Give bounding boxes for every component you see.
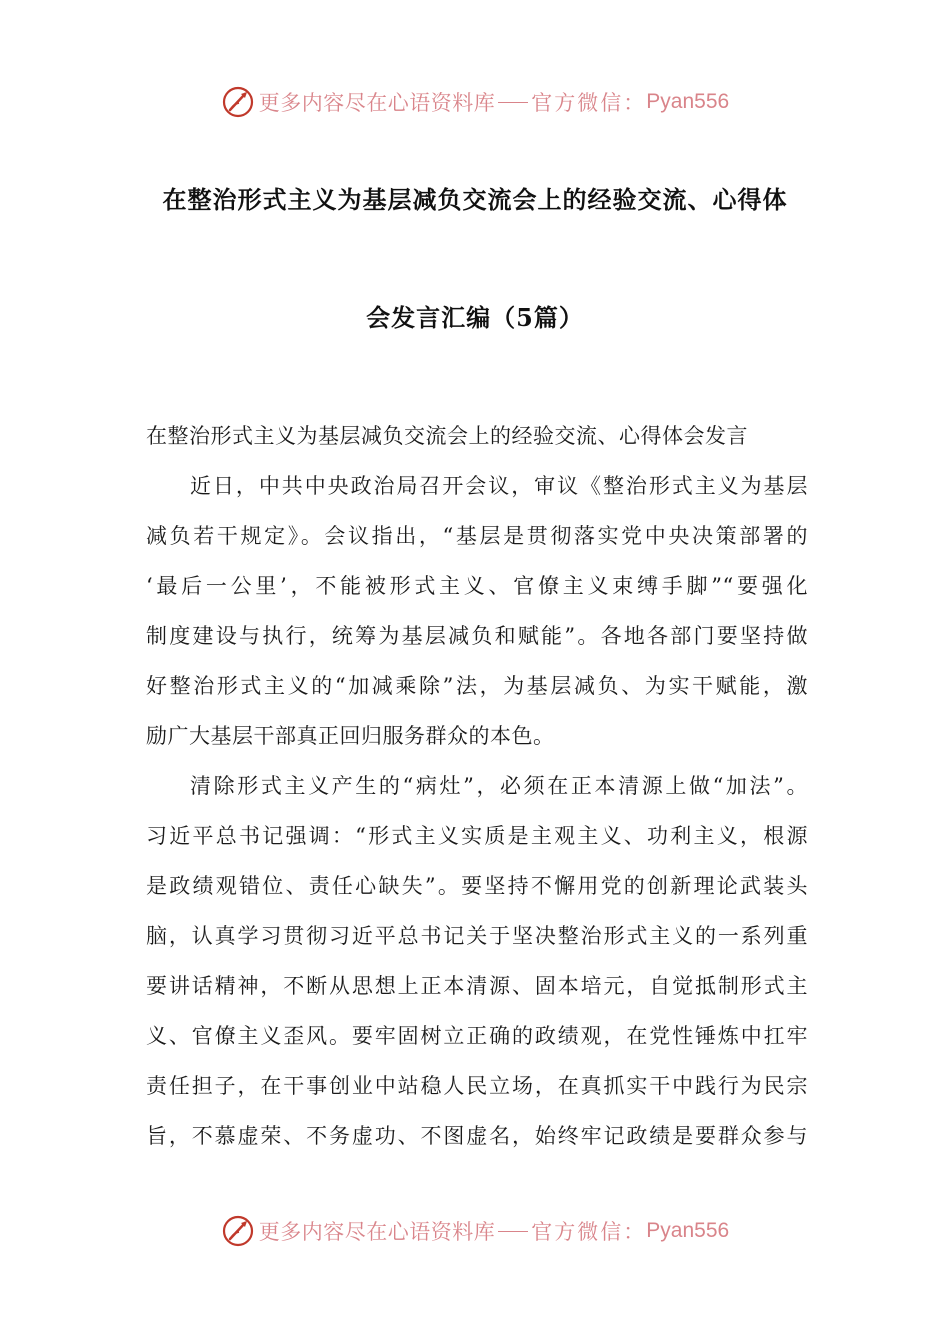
- banner-wechat-id: Pyan556: [646, 90, 730, 113]
- paragraph-2: [146, 761, 808, 1161]
- banner-text: 更多内容尽在心语资料库: [258, 91, 496, 115]
- section-heading: 在整治形式主义为基层减负交流会上的经验交流、心得体会发言: [146, 424, 748, 448]
- text-line: ‘最后一公里’，不能被形式主义、官僚主义束缚手脚”“要强化: [146, 574, 808, 598]
- document-title-line-1: 在整治形式主义为基层减负交流会上的经验交流、心得体: [162, 185, 788, 214]
- text-line: 义、官僚主义歪风。要牢固树立正确的政绩观，在党性锤炼中扛牢: [146, 1024, 808, 1048]
- footer-banner: [0, 1211, 950, 1251]
- banner-divider: [498, 1231, 528, 1232]
- pen-logo-icon: [221, 1214, 255, 1248]
- text-line: 减负若干规定》。会议指出，“基层是贯彻落实党中央决策部署的: [146, 524, 808, 548]
- banner-divider: [498, 102, 528, 103]
- text-line: 好整治形式主义的“加减乘除”法，为基层减负、为实干赋能，激: [146, 674, 808, 698]
- text-line: 旨，不慕虚荣、不务虚功、不图虚名，始终牢记政绩是要群众参与: [146, 1124, 808, 1148]
- text-line: 近日，中共中央政治局召开会议，审议《整治形式主义为基层: [190, 474, 808, 498]
- text-line: 责任担子，在干事创业中站稳人民立场，在真抓实干中践行为民宗: [146, 1074, 808, 1098]
- text-line: 要讲话精神，不断从思想上正本清源、固本培元，自觉抵制形式主: [146, 974, 808, 998]
- text-line: 清除形式主义产生的“病灶”，必须在正本清源上做“加法”。: [190, 774, 808, 798]
- text-line: 励广大基层干部真正回归服务群众的本色。: [146, 724, 555, 748]
- paragraph-1: [146, 461, 808, 761]
- banner-wechat-label: 官方微信：: [531, 1220, 647, 1244]
- banner-wechat-label: 官方微信：: [531, 91, 647, 115]
- document-title-line-2: 会发言汇编（5篇）: [366, 303, 584, 332]
- pen-logo-icon: [221, 85, 255, 119]
- document-body: [146, 411, 808, 1161]
- text-line: 脑，认真学习贯彻习近平总书记关于坚决整治形式主义的一系列重: [146, 924, 808, 948]
- header-banner: [0, 82, 950, 122]
- text-line: 制度建设与执行，统筹为基层减负和赋能”。各地各部门要坚持做: [146, 624, 808, 648]
- text-line: 习近平总书记强调：“形式主义实质是主观主义、功利主义，根源: [146, 824, 808, 848]
- banner-wechat-id: Pyan556: [646, 1219, 730, 1242]
- text-line: 是政绩观错位、责任心缺失”。要坚持不懈用党的创新理论武装头: [146, 874, 808, 898]
- banner-text: 更多内容尽在心语资料库: [258, 1220, 496, 1244]
